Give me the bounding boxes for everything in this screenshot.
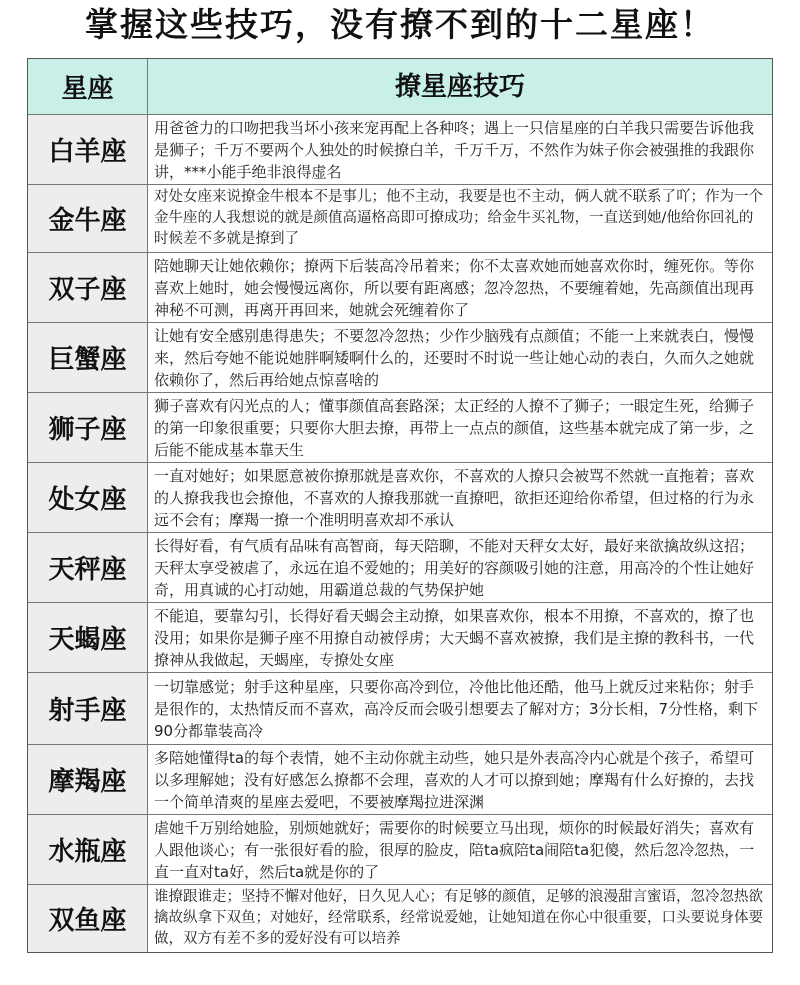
tips-cell: 陪她聊天让她依赖你；撩两下后装高冷吊着来；你不太喜欢她而她喜欢你时，缠死你。等你喜欢上她时，她会慢慢远离你，所以要有距离感；忽冷忽热，不要缠着她，先高颜值出现再神秘不可测，再离开再回来，她就会死缠着你了: [154, 256, 755, 319]
sign-cell: 摩羯座: [28, 745, 148, 814]
table-row: [28, 114, 772, 184]
table-row: [28, 884, 772, 952]
sign-cell: 天秤座: [28, 533, 148, 602]
page-title: 掌握这些技巧，没有撩不到的十二星座！: [85, 5, 715, 44]
table-header: [28, 59, 772, 114]
tips-cell: 虐她千万别给她脸，别烦她就好；需要你的时候要立马出现，烦你的时候最好消失；喜欢有人跟他谈心；有一张很好看的脸，很厚的脸皮，陪ta疯陪ta闹陪ta犯傻，然后忽冷忽热，一直一直对ta好，然后ta就是你的了: [154, 818, 755, 881]
table-row: [28, 184, 772, 252]
sign-cell: 水瓶座: [28, 815, 148, 884]
tips-cell: 对处女座来说撩金牛根本不是事儿；他不主动，我要是也不主动，俩人就不联系了吖；作为一个金牛座的人我想说的就是颜值高逼格高即可撩成功；给金牛买礼物，一直送到她/他给你回礼的时候差不多就是撩到了: [154, 188, 763, 248]
header-sign: 星座: [28, 59, 148, 114]
tips-cell: 狮子喜欢有闪光点的人；懂事颜值高套路深；太正经的人撩不了狮子；一眼定生死，给狮子的第一印象很重要；只要你大胆去撩，再带上一点点的颜值，这些基本就完成了第一步，之后能不能成基本靠天生: [154, 396, 755, 459]
table-row: [28, 322, 772, 392]
table-row: [28, 252, 772, 322]
tips-cell: 一直对她好；如果愿意被你撩那就是喜欢你，不喜欢的人撩只会被骂不然就一直拖着；喜欢的人撩我我也会撩他，不喜欢的人撩我那就一直撩吧，欲拒还迎给你希望，但过格的行为永远不会有；摩羯一撩一个准明明喜欢却不承认: [154, 466, 755, 529]
tips-cell: 多陪她懂得ta的每个表情，她不主动你就主动些，她只是外表高冷内心就是个孩子，希望可以多理解她；没有好感怎么撩都不会理，喜欢的人才可以撩到她；摩羯有什么好撩的，去找一个简单清爽的星座去爱吧，不要被摩羯拉进深渊: [154, 748, 755, 811]
table-row: [28, 672, 772, 744]
sign-cell: 射手座: [28, 673, 148, 744]
table-row: [28, 814, 772, 884]
tips-cell: 长得好看，有气质有品味有高智商，每天陪聊，不能对天秤女太好，最好来欲擒故纵这招；天秤太享受被虐了，永远在追不爱她的；用美好的容颜吸引她的注意，用高冷的个性让她好奇，用真诚的心打动她，用霸道总裁的气势保护她: [154, 536, 755, 599]
header-tips: 撩星座技巧: [394, 71, 525, 102]
table-row: [28, 532, 772, 602]
table-row: [28, 602, 772, 672]
sign-cell: 双鱼座: [28, 885, 148, 952]
sign-cell: 金牛座: [28, 185, 148, 252]
sign-cell: 天蝎座: [28, 603, 148, 672]
sign-cell: 白羊座: [28, 115, 148, 184]
sign-cell: 狮子座: [28, 393, 148, 462]
tips-cell: 用爸爸力的口吻把我当坏小孩来宠再配上各种咚；遇上一只信星座的白羊我只需要告诉他我是狮子；千万不要两个人独处的时候撩白羊，千万千万，不然作为妹子你会被强推的我跟你讲，***小能手绝非浪得虚名: [154, 118, 755, 181]
sign-cell: 双子座: [28, 253, 148, 322]
table-row: [28, 744, 772, 814]
constellation-tips-table: [27, 58, 773, 953]
table-row: [28, 462, 772, 532]
tips-cell: 谁撩跟谁走；坚持不懈对他好，日久见人心；有足够的颜值，足够的浪漫甜言蜜语，忽冷忽热欲擒故纵拿下双鱼；对她好，经常联系，经常说爱她，让她知道在你心中很重要，口头要说身体要做，双方有差不多的爱好没有可以培养: [154, 888, 763, 948]
sign-cell: 巨蟹座: [28, 323, 148, 392]
sign-cell: 处女座: [28, 463, 148, 532]
table-row: [28, 392, 772, 462]
tips-cell: 不能追，要靠勾引，长得好看天蝎会主动撩，如果喜欢你，根本不用撩，不喜欢的，撩了也没用；如果你是狮子座不用撩自动被俘虏；大天蝎不喜欢被撩，我们是主撩的教科书，一代撩神从我做起，天蝎座，专撩处女座: [154, 606, 755, 669]
tips-cell: 让她有安全感别患得患失；不要忽冷忽热；少作少脑残有点颜值；不能一上来就表白，慢慢来，然后夸她不能说她胖啊矮啊什么的，还要时不时说一些让她心动的表白，久而久之她就依赖你了，然后再给她点惊喜啥的: [154, 326, 755, 389]
tips-cell: 一切靠感觉；射手这种星座，只要你高冷到位，冷他比他还酷，他马上就反过来粘你；射手是很作的，太热情反而不喜欢，高冷反而会吸引想要去了解对方；3分长相，7分性格，剩下90分都靠装高冷: [154, 677, 759, 740]
